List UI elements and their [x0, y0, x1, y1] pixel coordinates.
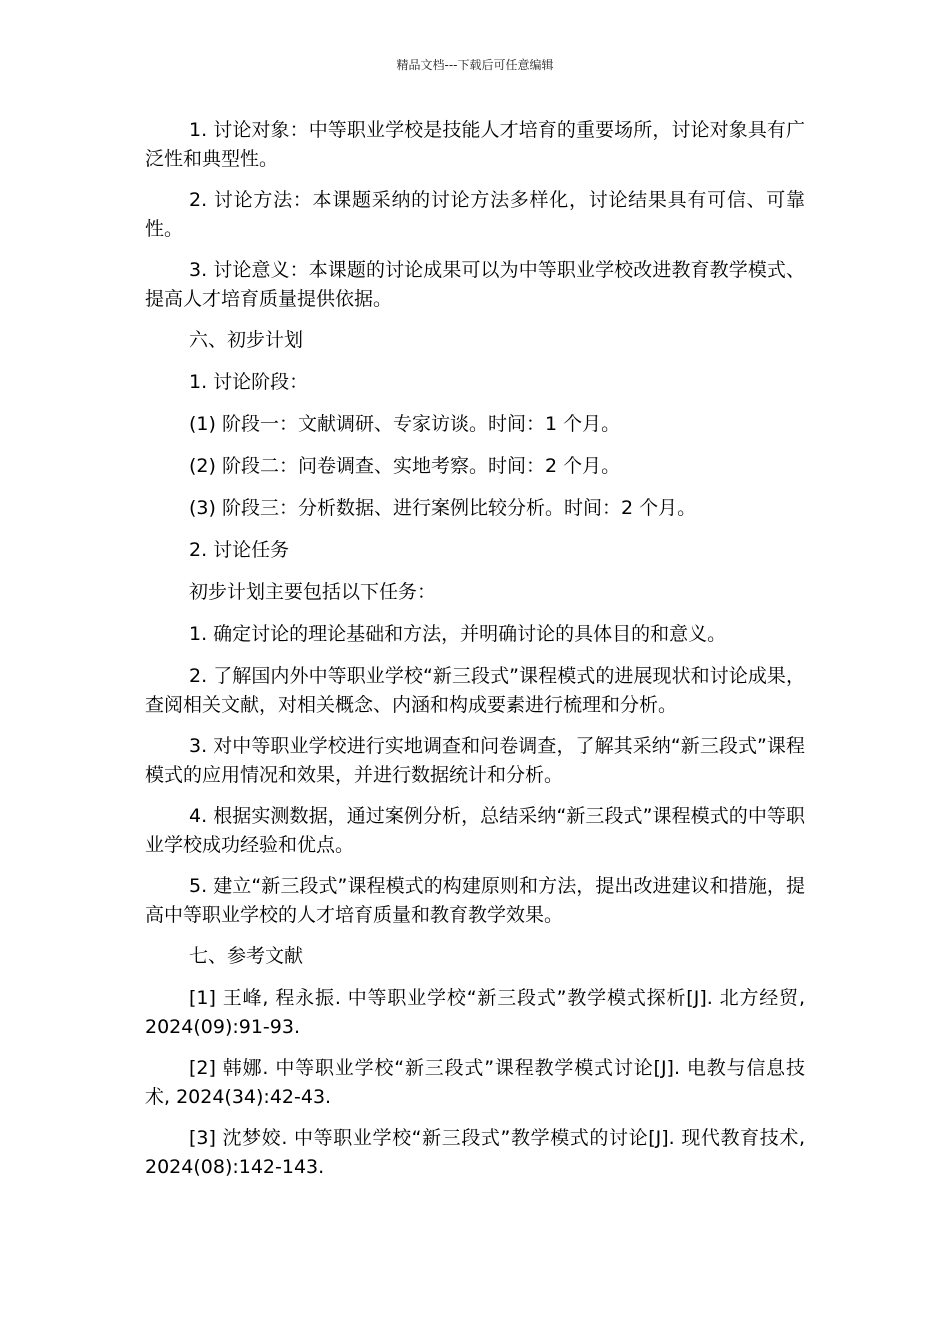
section-heading-references: 七、参考文献 [189, 945, 304, 967]
section-heading-plan: 六、初步计划 [189, 329, 304, 351]
task-intro-paragraph: 初步计划主要包括以下任务： [189, 581, 437, 603]
document-body [145, 116, 805, 1194]
reference-item-2: [2] 韩娜. 中等职业学校“新三段式”课程教学模式讨论[J]. 电教与信息技术, 2024(34):42-43. [145, 1057, 805, 1108]
reference-item-1: [1] 王峰, 程永振. 中等职业学校“新三段式”教学模式探析[J]. 北方经贸, 2024(09):91-93. [145, 987, 805, 1038]
stage-two-item: (2) 阶段二：问卷调查、实地考察。时间：2 个月。 [189, 455, 621, 477]
research-stage-heading: 1. 讨论阶段： [189, 371, 309, 393]
research-significance-paragraph: 3. 讨论意义：本课题的讨论成果可以为中等职业学校改进教育教学模式、提高人才培育质量提供依据。 [145, 259, 805, 310]
task-item-1: 1. 确定讨论的理论基础和方法，并明确讨论的具体目的和意义。 [189, 623, 727, 645]
task-item-5: 5. 建立“新三段式”课程模式的构建原则和方法，提出改进建议和措施，提高中等职业学校的人才培育质量和教育教学效果。 [145, 875, 805, 926]
stage-three-item: (3) 阶段三：分析数据、进行案例比较分析。时间：2 个月。 [189, 497, 697, 519]
task-item-2: 2. 了解国内外中等职业学校“新三段式”课程模式的进展现状和讨论成果，查阅相关文献，对相关概念、内涵和构成要素进行梳理和分析。 [145, 665, 805, 716]
page-header: 精品文档---下载后可任意编辑 [396, 58, 554, 72]
task-item-4: 4. 根据实测数据，通过案例分析，总结采纳“新三段式”课程模式的中等职业学校成功经验和优点。 [145, 805, 805, 856]
task-item-3: 3. 对中等职业学校进行实地调查和问卷调查，了解其采纳“新三段式”课程模式的应用情况和效果，并进行数据统计和分析。 [145, 735, 805, 786]
stage-one-item: (1) 阶段一：文献调研、专家访谈。时间：1 个月。 [189, 413, 621, 435]
research-method-paragraph: 2. 讨论方法：本课题采纳的讨论方法多样化，讨论结果具有可信、可靠性。 [145, 189, 805, 240]
reference-item-3: [3] 沈梦姣. 中等职业学校“新三段式”教学模式的讨论[J]. 现代教育技术, 2024(08):142-143. [145, 1127, 805, 1178]
research-task-heading: 2. 讨论任务 [189, 539, 290, 561]
research-object-paragraph: 1. 讨论对象：中等职业学校是技能人才培育的重要场所，讨论对象具有广泛性和典型性。 [145, 119, 805, 170]
